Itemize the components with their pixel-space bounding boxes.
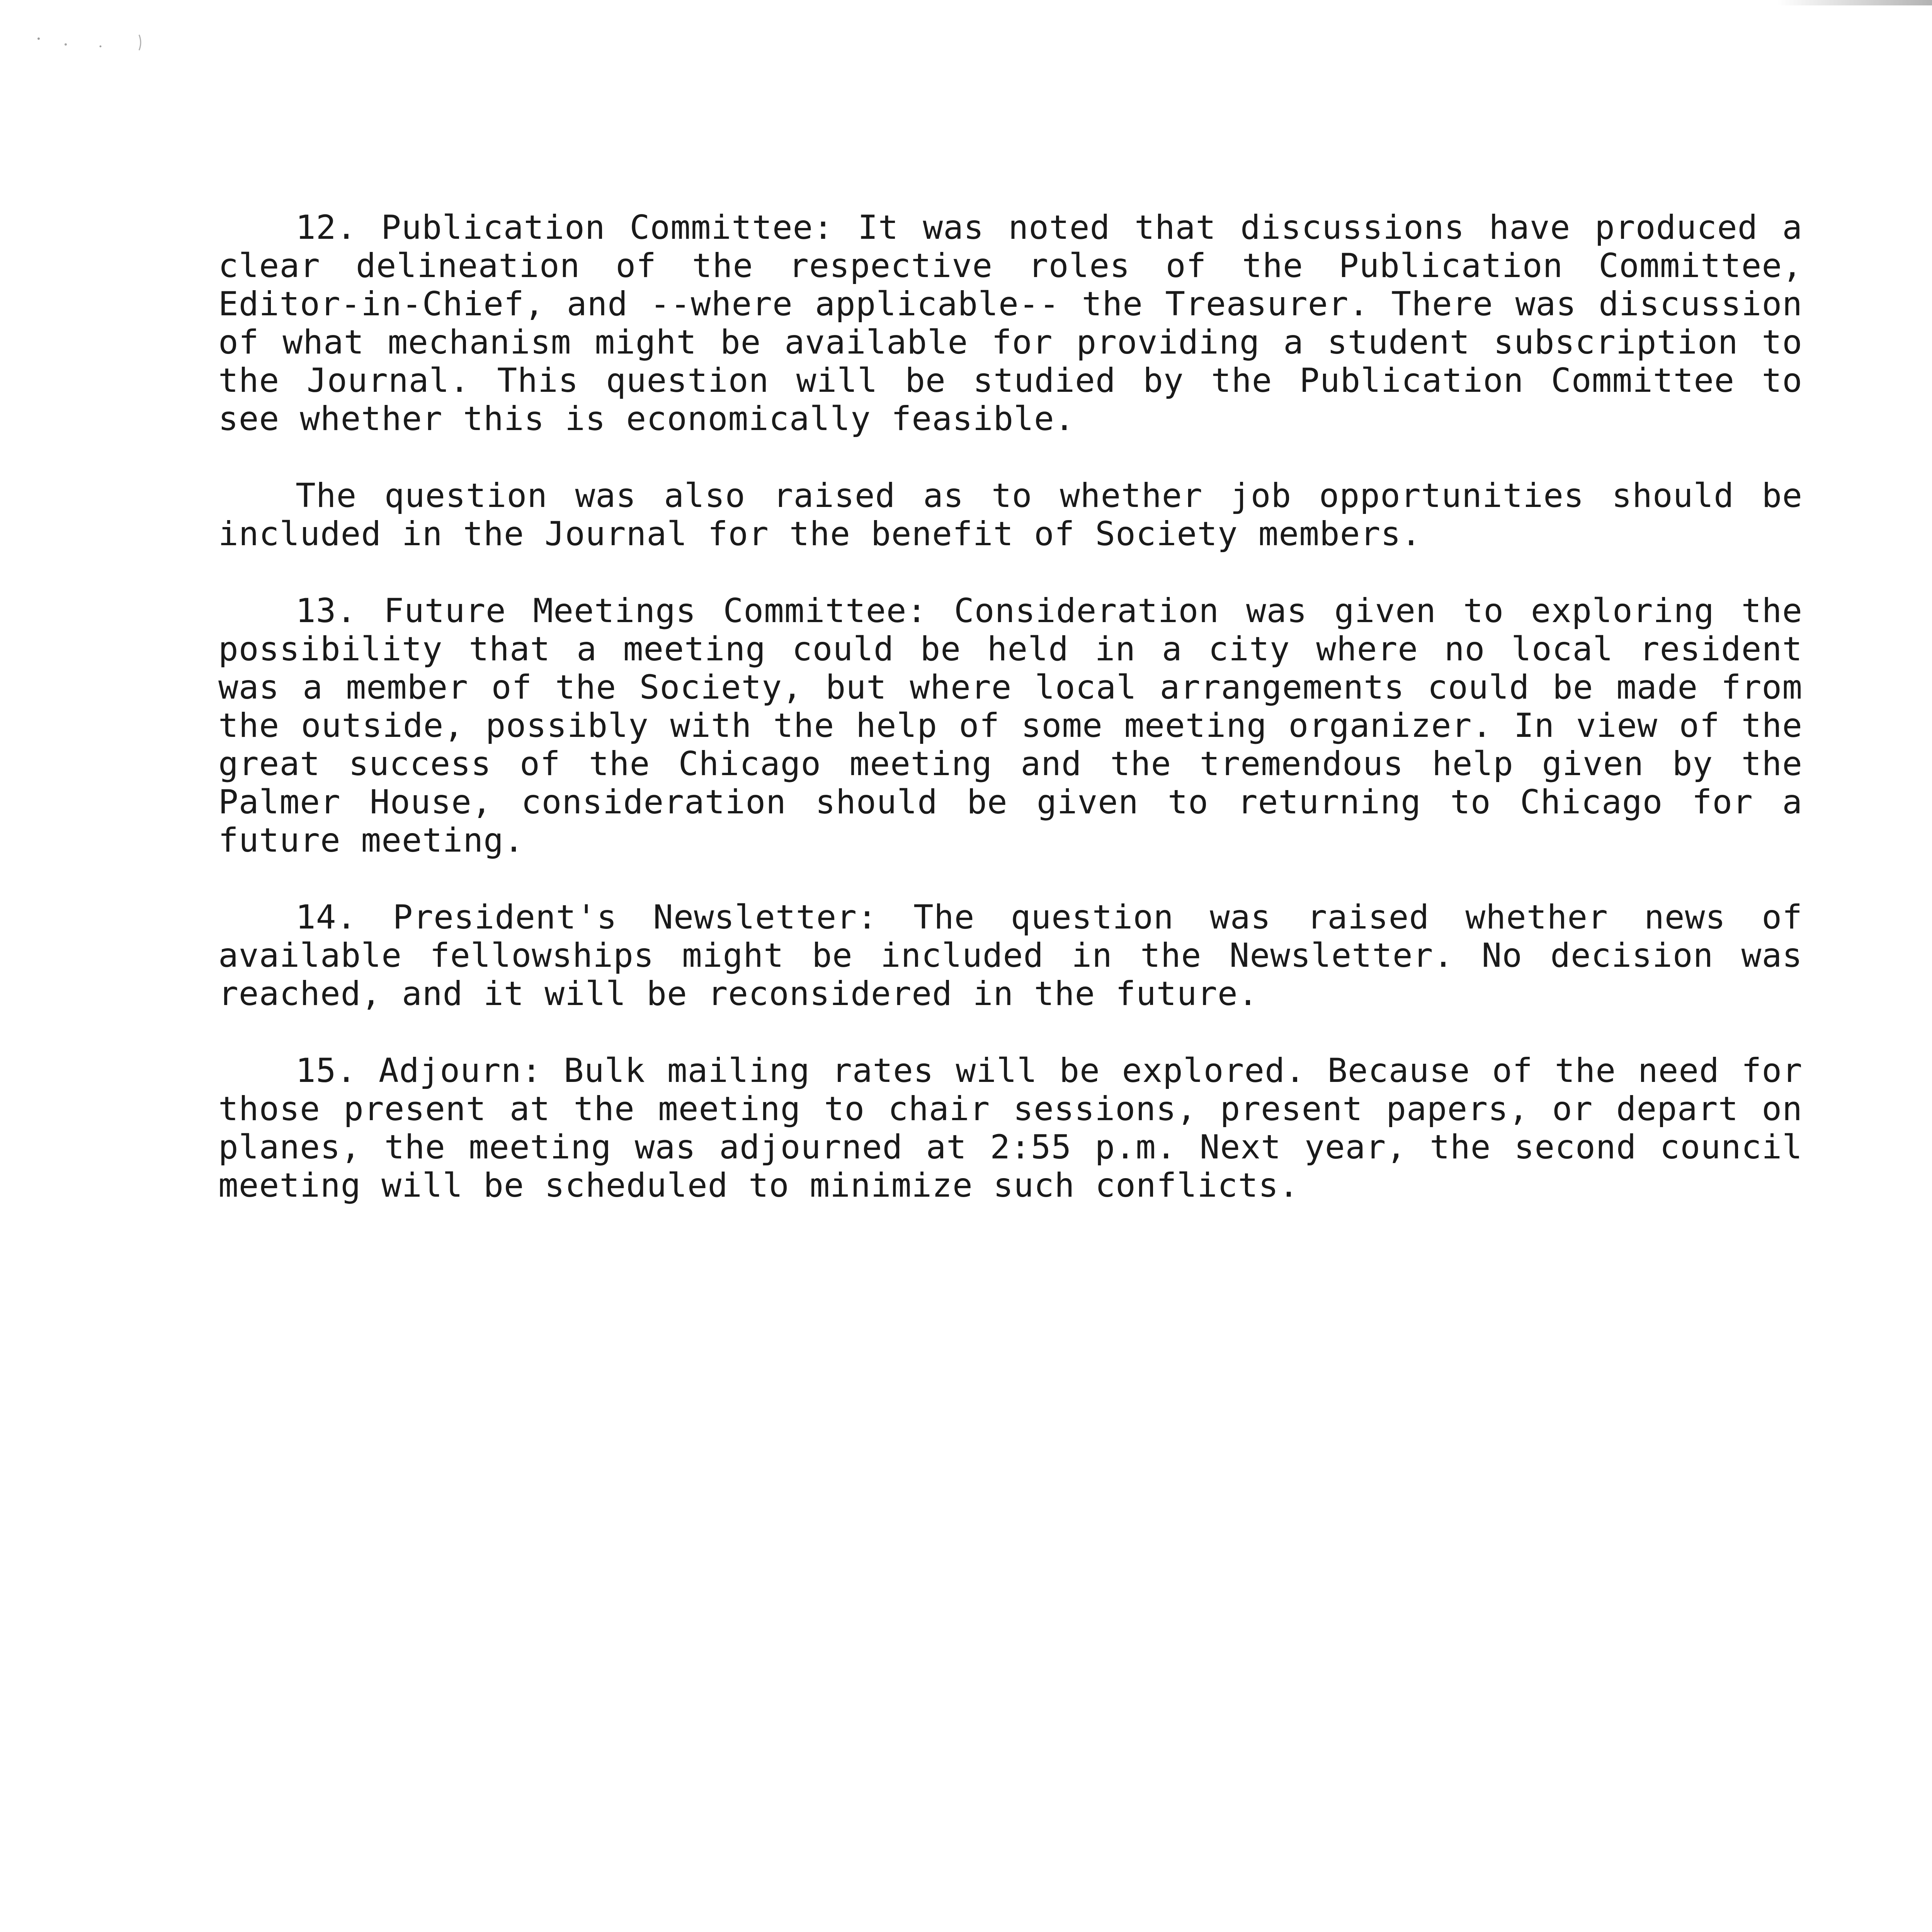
paragraph-item-15: 15. Adjourn: Bulk mailing rates will be explored. Because of the need for those present at the meeting to chair sessions, present papers, or depart on planes, the meeting was adjourned at 2:55 p.m. Next year, the second council meeting will be scheduled to minimize such conflicts.	[218, 1051, 1803, 1205]
paragraph-item-13: 13. Future Meetings Committee: Consideration was given to exploring the possibility that a meeting could be held in a city where no local resident was a member of the Society, but where local arrangements could be made from the outside, possibly with the help of some meeting organizer. In view of the great success of the Chicago meeting and the tremendous help given by the Palmer House, consideration should be given to returning to Chicago for a future meeting.	[218, 592, 1803, 860]
scan-speck-marks	[23, 23, 178, 70]
paragraph-item-12: 12. Publication Committee: It was noted that discussions have produced a clear delineation of the respective roles of the Publication Committee, Editor-in-Chief, and --where applicable-- the Treasurer. There was discussion of what mechanism might be available for providing a student subscription to the Journal. This question will be studied by the Publication Committee to see whether this is economically feasible.	[218, 208, 1803, 438]
minutes-body	[218, 209, 1803, 1205]
paragraph-item-12-job-opportunities: The question was also raised as to whether job opportunities should be included in the Journal for the benefit of Society members.	[218, 476, 1803, 553]
scan-streak	[1777, 0, 1932, 5]
paragraph-item-14: 14. President's Newsletter: The question was raised whether news of available fellowships might be included in the Newsletter. No decision was reached, and it will be reconsidered in the future.	[218, 898, 1803, 1013]
